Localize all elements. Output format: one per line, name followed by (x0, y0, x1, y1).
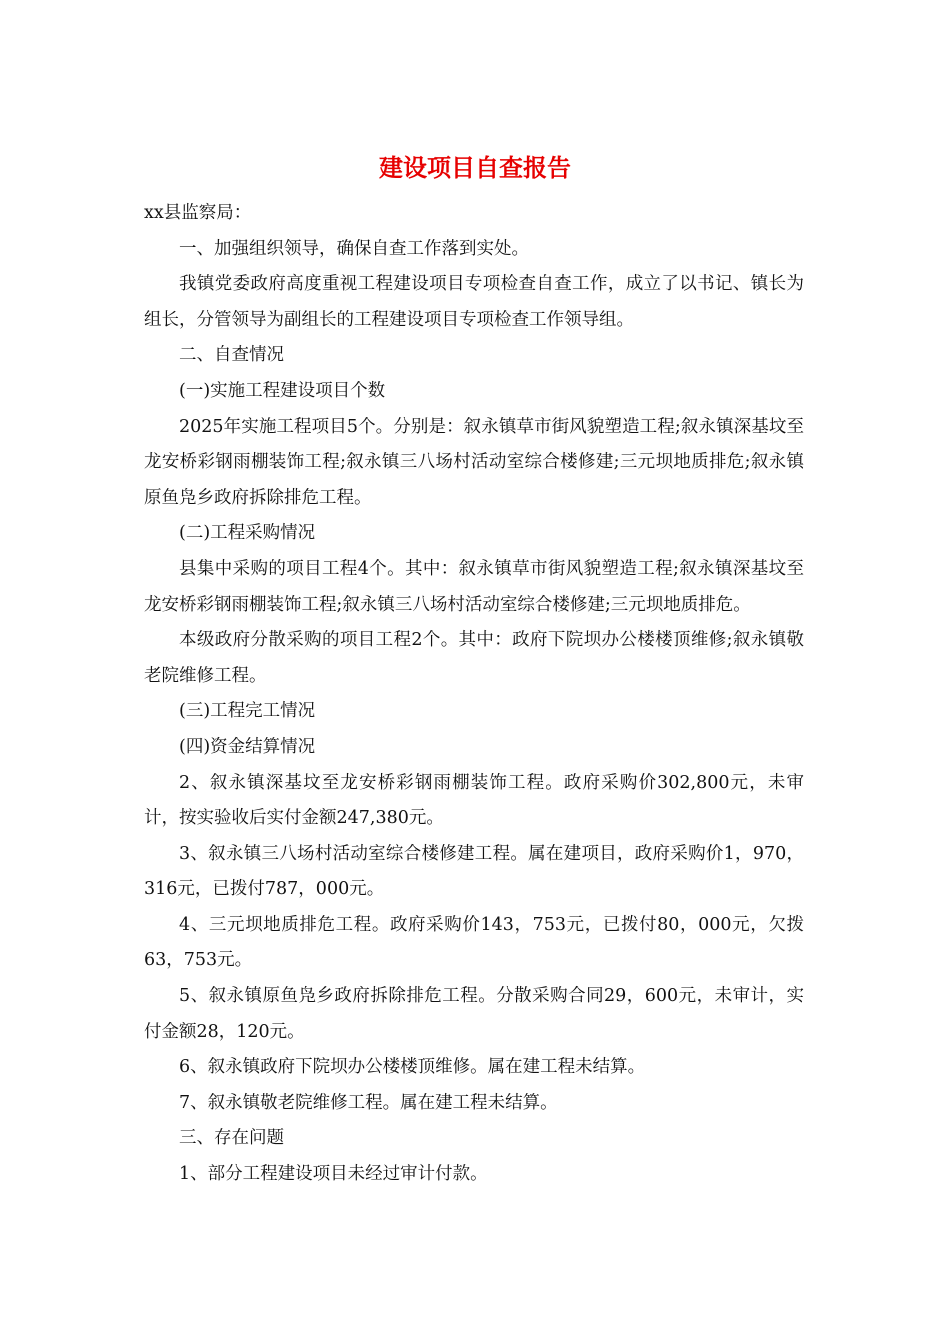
paragraph: 本级政府分散采购的项目工程2个。其中：政府下院坝办公楼楼顶维修;叙永镇敬老院维修工程。 (144, 630, 804, 686)
document-title: 建设项目自查报告 (379, 153, 571, 182)
salutation: xx县监察局： (144, 203, 252, 223)
list-item: 3、叙永镇三八场村活动室综合楼修建工程。属在建项目，政府采购价1，970，316元，已拨付787，000元。 (144, 843, 804, 900)
subsection-heading-4: (四)资金结算情况 (179, 736, 316, 757)
list-item: 4、三元坝地质排危工程。政府采购价143，753元，已拨付80，000元，欠拨63，753元。 (144, 914, 804, 971)
paragraph: 2025年实施工程项目5个。分别是：叙永镇草市街风貌塑造工程;叙永镇深基坟至龙安桥彩钢雨棚装饰工程;叙永镇三八场村活动室综合楼修建;三元坝地质排危;叙永镇原鱼凫乡政府拆除排危工程。 (144, 416, 804, 508)
section-heading-3: 三、存在问题 (179, 1128, 284, 1149)
section-heading-1: 一、加强组织领导，确保自查工作落到实处。 (179, 238, 529, 259)
list-item: 2、叙永镇深基坟至龙安桥彩钢雨棚装饰工程。政府采购价302,800元，未审计，按实验收后实付金额247,380元。 (144, 772, 804, 829)
list-item: 6、叙永镇政府下院坝办公楼楼顶维修。属在建工程未结算。 (179, 1057, 646, 1078)
list-item: 1、部分工程建设项目未经过审计付款。 (179, 1164, 488, 1185)
paragraph: 县集中采购的项目工程4个。其中：叙永镇草市街风貌塑造工程;叙永镇深基坟至龙安桥彩钢雨棚装饰工程;叙永镇三八场村活动室综合楼修建;三元坝地质排危。 (144, 558, 804, 615)
subsection-heading-1: (一)实施工程建设项目个数 (179, 380, 386, 401)
list-item: 7、叙永镇敬老院维修工程。属在建工程未结算。 (179, 1092, 558, 1113)
subsection-heading-2: (二)工程采购情况 (179, 523, 316, 544)
document-body (144, 196, 804, 1193)
list-item: 5、叙永镇原鱼凫乡政府拆除排危工程。分散采购合同29，600元，未审计，实付金额28，120元。 (144, 986, 804, 1042)
paragraph: 我镇党委政府高度重视工程建设项目专项检查自查工作，成立了以书记、镇长为组长，分管领导为副组长的工程建设项目专项检查工作领导组。 (144, 274, 804, 330)
subsection-heading-3: (三)工程完工情况 (179, 701, 316, 722)
section-heading-2: 二、自查情况 (179, 345, 284, 366)
